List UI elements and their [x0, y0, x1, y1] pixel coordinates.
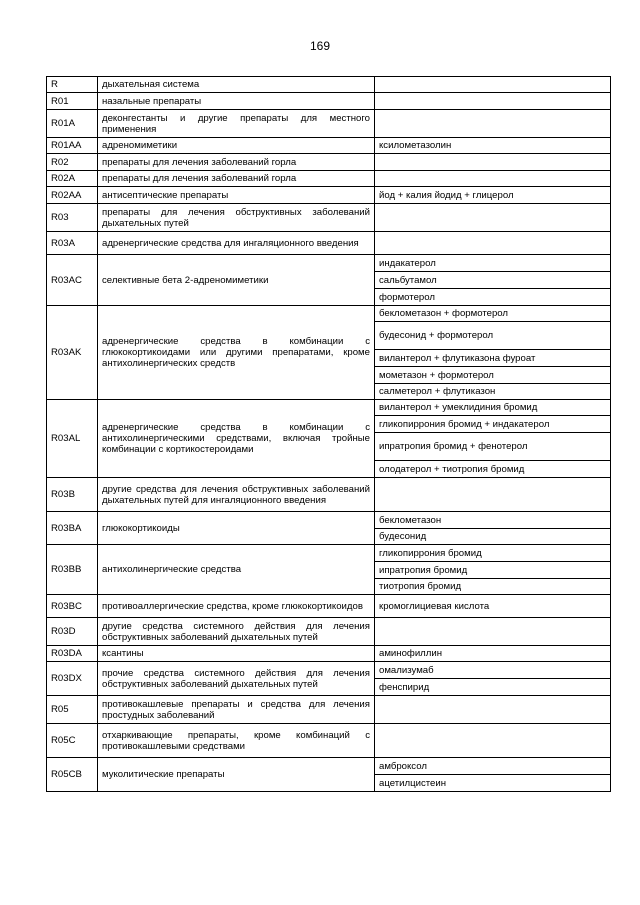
drug-name-cell: беклометазон [375, 512, 611, 529]
atc-code-cell: R03AK [47, 306, 98, 400]
drug-name-cell: сальбутамол [375, 272, 611, 289]
atc-code-cell: R02A [47, 171, 98, 187]
atc-code-cell: R02AA [47, 187, 98, 204]
atc-description-cell: противокашлевые препараты и средства для лечения простудных заболеваний [98, 696, 375, 724]
drug-name-cell [375, 93, 611, 110]
table-row [47, 758, 611, 775]
atc-description-cell: препараты для лечения заболеваний горла [98, 154, 375, 171]
atc-classification-table [46, 76, 611, 792]
atc-code-cell: R03BB [47, 545, 98, 595]
table-row [47, 595, 611, 618]
table-row [47, 662, 611, 679]
atc-description-cell: селективные бета 2-адреномиметики [98, 255, 375, 306]
atc-description-cell: муколитические препараты [98, 758, 375, 792]
drug-name-cell: олодатерол + тиотропия бромид [375, 461, 611, 478]
atc-code-cell: R03B [47, 478, 98, 512]
table-row [47, 400, 611, 416]
atc-description-cell: другие средства системного действия для лечения обструктивных заболеваний дыхательных путей [98, 618, 375, 646]
drug-name-cell [375, 204, 611, 232]
atc-code-cell: R03AC [47, 255, 98, 306]
atc-code-cell: R01 [47, 93, 98, 110]
drug-name-cell: беклометазон + формотерол [375, 306, 611, 322]
drug-name-cell: йод + калия йодид + глицерол [375, 187, 611, 204]
drug-name-cell: вилантерол + флутиказона фуроат [375, 350, 611, 367]
drug-name-cell: омализумаб [375, 662, 611, 679]
drug-name-cell: будесонид + формотерол [375, 322, 611, 350]
atc-code-cell: R03AL [47, 400, 98, 478]
drug-name-cell [375, 171, 611, 187]
atc-code-cell: R01AA [47, 138, 98, 154]
atc-description-cell: отхаркивающие препараты, кроме комбинаций с противокашлевыми средствами [98, 724, 375, 758]
atc-code-cell: R03A [47, 232, 98, 255]
atc-description-cell: глюкокортикоиды [98, 512, 375, 545]
table-row [47, 232, 611, 255]
table-row [47, 255, 611, 272]
atc-code-cell: R03 [47, 204, 98, 232]
atc-code-cell: R03DA [47, 646, 98, 662]
table-row [47, 110, 611, 138]
drug-name-cell: ипратропия бромид [375, 562, 611, 579]
atc-description-cell: антихолинергические средства [98, 545, 375, 595]
drug-name-cell: индакатерол [375, 255, 611, 272]
drug-name-cell: мометазон + формотерол [375, 367, 611, 384]
table-row [47, 93, 611, 110]
atc-description-cell: препараты для лечения обструктивных заболеваний дыхательных путей [98, 204, 375, 232]
drug-name-cell [375, 478, 611, 512]
drug-name-cell: ацетилцистеин [375, 775, 611, 792]
table-row [47, 171, 611, 187]
drug-name-cell: гликопиррония бромид [375, 545, 611, 562]
atc-description-cell: адренергические средства для ингаляционного введения [98, 232, 375, 255]
drug-name-cell: кромоглициевая кислота [375, 595, 611, 618]
atc-description-cell: дыхательная система [98, 77, 375, 93]
atc-code-cell: R03D [47, 618, 98, 646]
atc-code-cell: R03DX [47, 662, 98, 696]
drug-name-cell: фенспирид [375, 679, 611, 696]
table-row [47, 545, 611, 562]
atc-description-cell: деконгестанты и другие препараты для местного применения [98, 110, 375, 138]
table-row [47, 187, 611, 204]
atc-code-cell: R01A [47, 110, 98, 138]
atc-code-cell: R05CB [47, 758, 98, 792]
drug-name-cell [375, 77, 611, 93]
atc-description-cell: адреномиметики [98, 138, 375, 154]
atc-code-cell: R03BA [47, 512, 98, 545]
atc-description-cell: противоаллергические средства, кроме глюкокортикоидов [98, 595, 375, 618]
atc-description-cell: прочие средства системного действия для лечения обструктивных заболеваний дыхательных путей [98, 662, 375, 696]
atc-code-cell: R05C [47, 724, 98, 758]
drug-name-cell [375, 724, 611, 758]
drug-name-cell [375, 232, 611, 255]
drug-name-cell: формотерол [375, 289, 611, 306]
page-number: 169 [309, 39, 331, 53]
atc-description-cell: адренергические средства в комбинации с антихолинергическими средствами, включая тройные комбинации с кортикостероидами [98, 400, 375, 478]
atc-description-cell: назальные препараты [98, 93, 375, 110]
drug-name-cell [375, 618, 611, 646]
drug-name-cell [375, 154, 611, 171]
atc-code-cell: R03BC [47, 595, 98, 618]
atc-description-cell: адренергические средства в комбинации с глюкокортикоидами или другими препаратами, кроме антихолинергических средств [98, 306, 375, 400]
atc-description-cell: антисептические препараты [98, 187, 375, 204]
drug-name-cell [375, 110, 611, 138]
atc-code-cell: R [47, 77, 98, 93]
table-row [47, 646, 611, 662]
drug-name-cell [375, 696, 611, 724]
table-row [47, 512, 611, 529]
atc-description-cell: ксантины [98, 646, 375, 662]
drug-name-cell: ксилометазолин [375, 138, 611, 154]
drug-name-cell: амброксол [375, 758, 611, 775]
drug-name-cell: будесонид [375, 529, 611, 545]
drug-name-cell: салметерол + флутиказон [375, 384, 611, 400]
atc-code-cell: R02 [47, 154, 98, 171]
atc-description-cell: препараты для лечения заболеваний горла [98, 171, 375, 187]
table-row [47, 138, 611, 154]
table-row [47, 306, 611, 322]
atc-description-cell: другие средства для лечения обструктивных заболеваний дыхательных путей для ингаляционного введения [98, 478, 375, 512]
drug-name-cell: аминофиллин [375, 646, 611, 662]
table-row [47, 154, 611, 171]
drug-name-cell: тиотропия бромид [375, 579, 611, 595]
drug-name-cell: гликопиррония бромид + индакатерол [375, 416, 611, 433]
table-row [47, 618, 611, 646]
table-row [47, 724, 611, 758]
table-row [47, 478, 611, 512]
table-row [47, 696, 611, 724]
drug-name-cell: ипратропия бромид + фенотерол [375, 433, 611, 461]
atc-code-cell: R05 [47, 696, 98, 724]
drug-name-cell: вилантерол + умеклидиния бромид [375, 400, 611, 416]
table-row [47, 77, 611, 93]
table-row [47, 204, 611, 232]
